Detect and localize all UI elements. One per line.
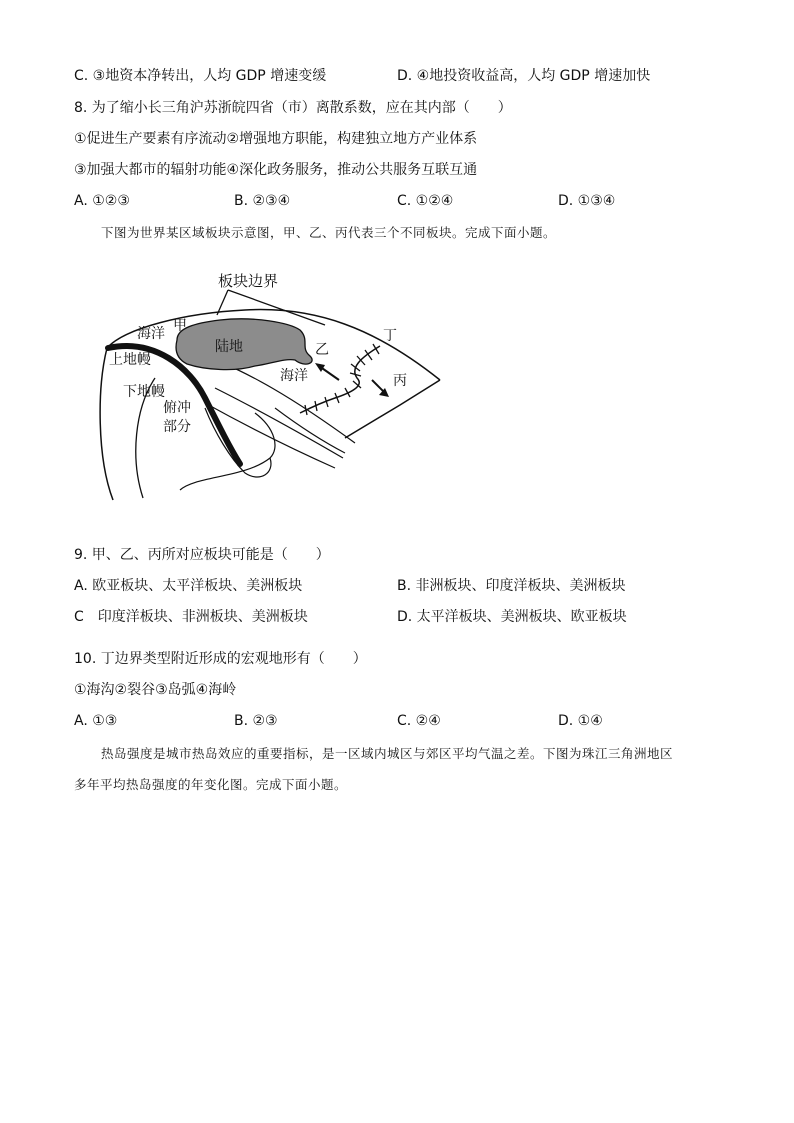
q9-option-c: C 印度洋板块、非洲板块、美洲板块 [74, 609, 308, 625]
heat-island-intro-line1: 热岛强度是城市热岛效应的重要指标，是一区域内城区与郊区平均气温之差。下图为珠江三角洲地区 [101, 746, 674, 761]
q10-option-d: D. ①④ [558, 713, 603, 729]
label-lower-mantle: 下地幔 [123, 384, 165, 400]
arrow-left-head [315, 363, 325, 372]
label-ocean-right: 海洋 [280, 368, 308, 384]
q8-items-line2: ③加强大都市的辐射功能④深化政务服务，推动公共服务互联互通 [74, 162, 478, 178]
label-yi: 乙 [315, 342, 329, 358]
label-jia: 甲 [173, 318, 187, 334]
label-bing: 丙 [393, 373, 407, 389]
label-ocean-left: 海洋 [137, 326, 165, 342]
plate-boundary-diagram [95, 268, 455, 513]
ocean-ridge [300, 346, 380, 413]
label-ding: 丁 [383, 328, 397, 344]
slab-line-2 [215, 388, 343, 458]
slab-line-4 [275, 408, 345, 453]
q9-option-b: B. 非洲板块、印度洋板块、美洲板块 [397, 578, 626, 594]
q10-option-a: A. ①③ [74, 713, 118, 729]
land-mass [176, 319, 312, 370]
mantle-outer-outline [100, 348, 113, 500]
q9-option-d: D. 太平洋板块、美洲板块、欧亚板块 [397, 609, 627, 625]
q8-items-line1: ①促进生产要素有序流动②增强地方职能，构建独立地方产业体系 [74, 131, 478, 147]
label-subduct-2: 部分 [163, 419, 191, 435]
q8-stem: 8. 为了缩小长三角沪苏浙皖四省（市）离散系数，应在其内部（ ） [74, 100, 512, 116]
q10-option-b: B. ②③ [234, 713, 278, 729]
q8-option-a: A. ①②③ [74, 193, 130, 209]
plates-intro: 下图为世界某区域板块示意图，甲、乙、丙代表三个不同板块。完成下面小题。 [101, 225, 557, 240]
q8-option-c: C. ①②④ [397, 193, 454, 209]
q10-items: ①海沟②裂谷③岛弧④海岭 [74, 682, 237, 698]
q8-option-d: D. ①③④ [558, 193, 616, 209]
q10-option-c: C. ②④ [397, 713, 441, 729]
q9-option-a: A. 欧亚板块、太平洋板块、美洲板块 [74, 578, 303, 594]
q7-option-c: C. ③地资本净转出，人均 GDP 增速变缓 [74, 68, 327, 84]
q9-stem: 9. 甲、乙、丙所对应板块可能是（ ） [74, 547, 330, 563]
q7-option-d: D. ④地投资收益高，人均 GDP 增速加快 [397, 68, 651, 84]
label-land: 陆地 [215, 339, 243, 355]
label-subduct-1: 俯冲 [163, 400, 191, 416]
label-boundary: 板块边界 [218, 272, 279, 290]
heat-island-intro-line2: 多年平均热岛强度的年变化图。完成下面小题。 [74, 777, 348, 792]
q10-stem: 10. 丁边界类型附近形成的宏观地形有（ ） [74, 651, 367, 667]
q8-option-b: B. ②③④ [234, 193, 291, 209]
label-upper-mantle: 上地幔 [109, 352, 151, 368]
